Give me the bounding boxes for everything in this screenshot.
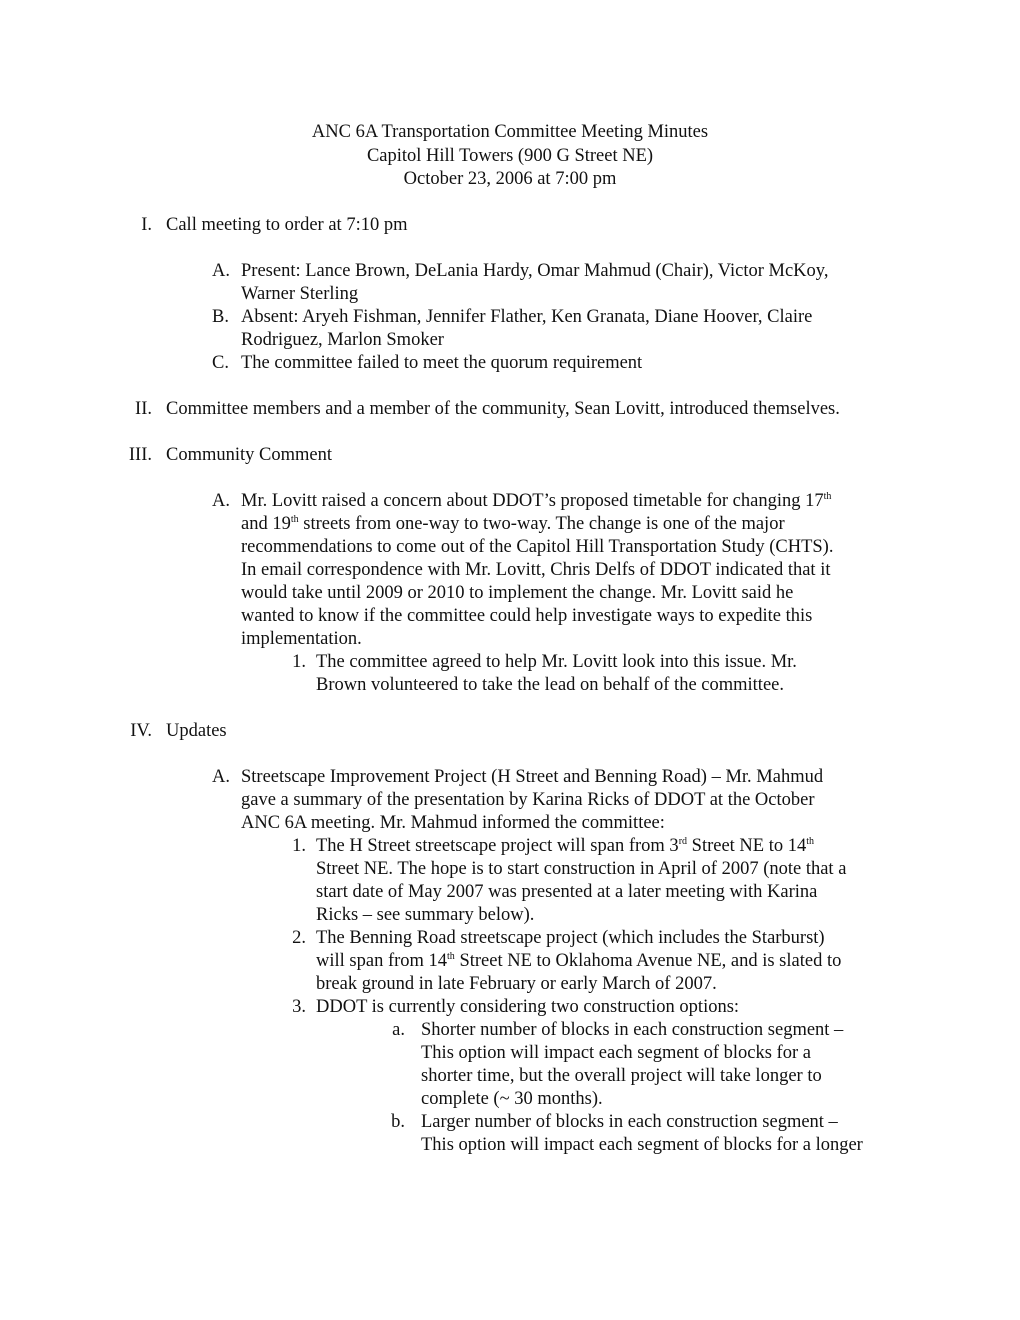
subitem-label: 1. <box>292 836 306 856</box>
paragraph-line: will span from 14th Street NE to Oklahoma Avenue NE, and is slated to <box>316 951 842 971</box>
section-number: III. <box>128 445 152 465</box>
item-label: A. <box>212 767 230 787</box>
absent-line-1: Absent: Aryeh Fishman, Jennifer Flather, Ken Granata, Diane Hoover, Claire <box>241 307 813 327</box>
paragraph-line: This option will impact each segment of blocks for a longer <box>421 1135 863 1155</box>
subitem-label: 1. <box>292 652 306 672</box>
subsubitem-label: b. <box>391 1112 405 1132</box>
present-line-1: Present: Lance Brown, DeLania Hardy, Omar Mahmud (Chair), Victor McKoy, <box>241 261 829 281</box>
section-number: I. <box>141 215 152 235</box>
paragraph-line: In email correspondence with Mr. Lovitt, Chris Delfs of DDOT indicated that it <box>241 560 831 580</box>
quorum-line: The committee failed to meet the quorum requirement <box>241 353 643 373</box>
paragraph-line: would take until 2009 or 2010 to implement the change. Mr. Lovitt said he <box>241 583 794 603</box>
paragraph-line: Street NE. The hope is to start construction in April of 2007 (note that a <box>316 859 847 879</box>
paragraph-line: This option will impact each segment of blocks for a <box>421 1043 811 1063</box>
paragraph-line: Shorter number of blocks in each construction segment – <box>421 1020 844 1040</box>
subitem-label: 2. <box>292 928 306 948</box>
paragraph-line: The committee agreed to help Mr. Lovitt look into this issue. Mr. <box>316 652 797 672</box>
paragraph-line: Larger number of blocks in each construction segment – <box>421 1112 838 1132</box>
section-heading: Committee members and a member of the community, Sean Lovitt, introduced themselves. <box>166 399 840 419</box>
paragraph-line: start date of May 2007 was presented at a later meeting with Karina <box>316 882 818 902</box>
absent-line-2: Rodriguez, Marlon Smoker <box>241 330 444 350</box>
section-heading: Community Comment <box>166 445 332 465</box>
paragraph-line: gave a summary of the presentation by Karina Ricks of DDOT at the October <box>241 790 815 810</box>
paragraph-line: and 19th streets from one-way to two-way. The change is one of the major <box>241 514 785 534</box>
item-label: A. <box>212 491 230 511</box>
item-label: B. <box>212 307 229 327</box>
paragraph-line: shorter time, but the overall project will take longer to <box>421 1066 822 1086</box>
subitem-label: 3. <box>292 997 306 1017</box>
section-heading: Call meeting to order at 7:10 pm <box>166 215 408 235</box>
section-number: II. <box>135 399 152 419</box>
paragraph-line: Brown volunteered to take the lead on behalf of the committee. <box>316 675 784 695</box>
meeting-date: October 23, 2006 at 7:00 pm <box>403 169 617 189</box>
paragraph-line: complete (~ 30 months). <box>421 1089 603 1109</box>
paragraph-line: The H Street streetscape project will span from 3rd Street NE to 14th <box>316 836 815 856</box>
section-number: IV. <box>130 721 152 741</box>
paragraph-line: Ricks – see summary below). <box>316 905 535 925</box>
paragraph-line: ANC 6A meeting. Mr. Mahmud informed the committee: <box>241 813 665 833</box>
paragraph-line: Streetscape Improvement Project (H Street and Benning Road) – Mr. Mahmud <box>241 767 824 787</box>
paragraph-line: break ground in late February or early March of 2007. <box>316 974 717 994</box>
paragraph-line: implementation. <box>241 629 362 649</box>
item-label: A. <box>212 261 230 281</box>
document-title: ANC 6A Transportation Committee Meeting Minutes <box>311 122 709 142</box>
paragraph-line: recommendations to come out of the Capitol Hill Transportation Study (CHTS). <box>241 537 834 557</box>
paragraph-line: DDOT is currently considering two construction options: <box>316 997 740 1017</box>
item-label: C. <box>212 353 229 373</box>
present-line-2: Warner Sterling <box>241 284 359 304</box>
paragraph-line: The Benning Road streetscape project (which includes the Starburst) <box>316 928 825 948</box>
meeting-location: Capitol Hill Towers (900 G Street NE) <box>366 146 654 166</box>
paragraph-line: wanted to know if the committee could help investigate ways to expedite this <box>241 606 813 626</box>
subsubitem-label: a. <box>392 1020 405 1040</box>
paragraph-line: Mr. Lovitt raised a concern about DDOT’s proposed timetable for changing 17th <box>241 491 832 511</box>
section-heading: Updates <box>166 721 227 741</box>
